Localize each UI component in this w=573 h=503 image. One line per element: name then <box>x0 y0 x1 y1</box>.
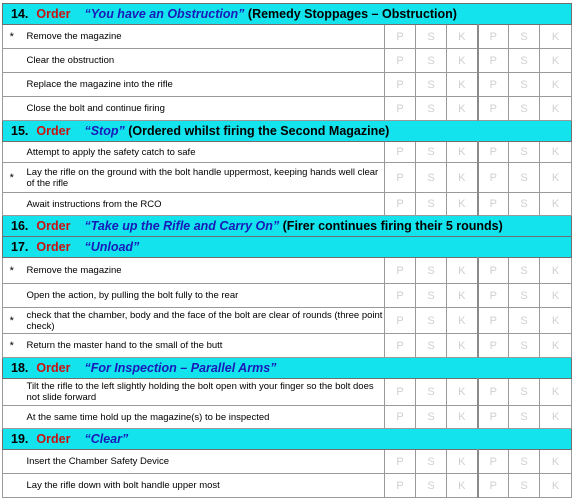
step-row <box>3 474 572 498</box>
grade-box-p-2[interactable]: P <box>478 474 509 498</box>
step-text: check that the chamber, body and the face of the bolt are clear of rounds (three point check) <box>25 308 385 334</box>
step-marker <box>3 193 25 216</box>
order-number: 19. <box>11 432 29 446</box>
grade-box-k-2[interactable]: K <box>540 308 572 334</box>
order-command: “You have an Obstruction” <box>84 7 245 21</box>
grade-box-p-1[interactable]: P <box>385 284 416 308</box>
grade-box-s-1[interactable]: S <box>416 406 447 429</box>
grade-box-s-1[interactable]: S <box>416 73 447 97</box>
grade-box-k-2[interactable]: K <box>540 142 572 163</box>
step-marker <box>3 73 25 97</box>
step-marker: * <box>3 308 25 334</box>
grade-box-p-1[interactable]: P <box>385 49 416 73</box>
order-label: Order <box>36 219 71 233</box>
grade-box-k-1[interactable]: K <box>447 406 478 429</box>
grade-box-k-1[interactable]: K <box>447 334 478 358</box>
grade-box-k-2[interactable]: K <box>540 193 572 216</box>
grade-box-k-1[interactable]: K <box>447 142 478 163</box>
grade-box-s-2[interactable]: S <box>509 406 540 429</box>
grade-box-k-2[interactable]: K <box>540 334 572 358</box>
grade-box-k-1[interactable]: K <box>447 73 478 97</box>
grade-box-s-1[interactable]: S <box>416 258 447 284</box>
grade-box-k-1[interactable]: K <box>447 308 478 334</box>
order-number: 14. <box>11 7 29 21</box>
grade-box-k-1[interactable]: K <box>447 49 478 73</box>
step-text: Lay the rifle down with bolt handle upper most <box>25 474 385 498</box>
drill-checklist-table <box>2 3 572 498</box>
grade-box-p-2[interactable]: P <box>478 284 509 308</box>
grade-box-s-1[interactable]: S <box>416 163 447 193</box>
grade-box-k-2[interactable]: K <box>540 406 572 429</box>
grade-box-k-2[interactable]: K <box>540 474 572 498</box>
grade-box-k-2[interactable]: K <box>540 73 572 97</box>
grade-box-s-2[interactable]: S <box>509 193 540 216</box>
grade-box-s-1[interactable]: S <box>416 49 447 73</box>
order-command: “Clear” <box>84 432 129 446</box>
order-header-cell <box>3 237 572 258</box>
grade-box-s-1[interactable]: S <box>416 97 447 121</box>
grade-box-k-2[interactable]: K <box>540 284 572 308</box>
step-row <box>3 163 572 193</box>
grade-box-s-2[interactable]: S <box>509 163 540 193</box>
order-header-cell <box>3 4 572 25</box>
grade-box-p-2[interactable]: P <box>478 406 509 429</box>
grade-box-s-2[interactable]: S <box>509 474 540 498</box>
step-marker <box>3 284 25 308</box>
grade-box-p-2[interactable]: P <box>478 49 509 73</box>
order-command: “For Inspection – Parallel Arms” <box>84 361 277 375</box>
grade-box-k-1[interactable]: K <box>447 379 478 406</box>
grade-box-s-2[interactable]: S <box>509 450 540 474</box>
grade-box-s-2[interactable]: S <box>509 25 540 49</box>
grade-box-s-1[interactable]: S <box>416 474 447 498</box>
step-row <box>3 73 572 97</box>
grade-box-s-1[interactable]: S <box>416 308 447 334</box>
step-row <box>3 406 572 429</box>
order-header-row <box>3 121 572 142</box>
step-marker <box>3 49 25 73</box>
step-marker: * <box>3 25 25 49</box>
step-text: Insert the Chamber Safety Device <box>25 450 385 474</box>
order-header-row <box>3 4 572 25</box>
grade-box-s-2[interactable]: S <box>509 49 540 73</box>
grade-box-p-1[interactable]: P <box>385 193 416 216</box>
order-label: Order <box>36 240 71 254</box>
step-row <box>3 450 572 474</box>
grade-box-k-1[interactable]: K <box>447 25 478 49</box>
order-number: 18. <box>11 361 29 375</box>
order-note: (Ordered whilst firing the Second Magazine) <box>128 124 390 138</box>
grade-box-p-2[interactable]: P <box>478 163 509 193</box>
step-text: Clear the obstruction <box>25 49 385 73</box>
grade-box-k-1[interactable]: K <box>447 97 478 121</box>
grade-box-k-1[interactable]: K <box>447 474 478 498</box>
step-marker <box>3 406 25 429</box>
grade-box-s-2[interactable]: S <box>509 97 540 121</box>
grade-box-p-2[interactable]: P <box>478 450 509 474</box>
grade-box-p-1[interactable]: P <box>385 379 416 406</box>
order-header-row <box>3 429 572 450</box>
order-number: 16. <box>11 219 29 233</box>
order-header-cell <box>3 429 572 450</box>
grade-box-k-2[interactable]: K <box>540 25 572 49</box>
grade-box-p-2[interactable]: P <box>478 97 509 121</box>
step-text: At the same time hold up the magazine(s) to be inspected <box>25 406 385 429</box>
order-label: Order <box>36 432 71 446</box>
order-label: Order <box>36 7 71 21</box>
step-row <box>3 308 572 334</box>
step-marker: * <box>3 334 25 358</box>
order-header-row <box>3 358 572 379</box>
step-marker <box>3 450 25 474</box>
grade-box-p-1[interactable]: P <box>385 97 416 121</box>
grade-box-p-2[interactable]: P <box>478 142 509 163</box>
step-marker: * <box>3 163 25 193</box>
grade-box-s-1[interactable]: S <box>416 142 447 163</box>
step-row <box>3 25 572 49</box>
order-note: (Remedy Stoppages – Obstruction) <box>247 7 457 21</box>
step-row <box>3 97 572 121</box>
order-label: Order <box>36 361 71 375</box>
step-text: Await instructions from the RCO <box>25 193 385 216</box>
grade-box-s-1[interactable]: S <box>416 25 447 49</box>
step-row <box>3 142 572 163</box>
grade-box-p-1[interactable]: P <box>385 25 416 49</box>
grade-box-s-1[interactable]: S <box>416 450 447 474</box>
grade-box-p-1[interactable]: P <box>385 142 416 163</box>
grade-box-k-2[interactable]: K <box>540 258 572 284</box>
step-text: Close the bolt and continue firing <box>25 97 385 121</box>
grade-box-p-2[interactable]: P <box>478 379 509 406</box>
step-row <box>3 49 572 73</box>
step-marker <box>3 474 25 498</box>
step-row <box>3 379 572 406</box>
step-text: Remove the magazine <box>25 258 385 284</box>
step-row <box>3 334 572 358</box>
grade-box-p-2[interactable]: P <box>478 25 509 49</box>
grade-box-k-1[interactable]: K <box>447 193 478 216</box>
grade-box-p-2[interactable]: P <box>478 308 509 334</box>
step-text: Remove the magazine <box>25 25 385 49</box>
grade-box-p-2[interactable]: P <box>478 73 509 97</box>
step-row <box>3 258 572 284</box>
grade-box-p-2[interactable]: P <box>478 193 509 216</box>
grade-box-k-1[interactable]: K <box>447 450 478 474</box>
grade-box-s-2[interactable]: S <box>509 334 540 358</box>
step-text: Return the master hand to the small of the butt <box>25 334 385 358</box>
grade-box-s-2[interactable]: S <box>509 284 540 308</box>
grade-box-s-1[interactable]: S <box>416 284 447 308</box>
grade-box-p-1[interactable]: P <box>385 406 416 429</box>
step-row <box>3 284 572 308</box>
grade-box-k-2[interactable]: K <box>540 49 572 73</box>
grade-box-p-1[interactable]: P <box>385 450 416 474</box>
grade-box-s-1[interactable]: S <box>416 379 447 406</box>
grade-box-s-2[interactable]: S <box>509 379 540 406</box>
grade-box-s-2[interactable]: S <box>509 142 540 163</box>
order-header-row <box>3 237 572 258</box>
order-header-cell <box>3 216 572 237</box>
grade-box-k-2[interactable]: K <box>540 450 572 474</box>
grade-box-k-1[interactable]: K <box>447 284 478 308</box>
order-number: 15. <box>11 124 29 138</box>
step-text: Replace the magazine into the rifle <box>25 73 385 97</box>
grade-box-p-1[interactable]: P <box>385 308 416 334</box>
step-row <box>3 193 572 216</box>
order-header-row <box>3 216 572 237</box>
grade-box-k-1[interactable]: K <box>447 163 478 193</box>
grade-box-p-2[interactable]: P <box>478 258 509 284</box>
order-label: Order <box>36 124 71 138</box>
step-text: Open the action, by pulling the bolt fully to the rear <box>25 284 385 308</box>
order-number: 17. <box>11 240 29 254</box>
grade-box-s-2[interactable]: S <box>509 73 540 97</box>
order-command: “Take up the Rifle and Carry On” <box>84 219 280 233</box>
grade-box-p-2[interactable]: P <box>478 334 509 358</box>
grade-box-k-1[interactable]: K <box>447 258 478 284</box>
step-text: Tilt the rifle to the left slightly holding the bolt open with your finger so the bolt does not slide forward <box>25 379 385 406</box>
step-marker <box>3 142 25 163</box>
grade-box-s-1[interactable]: S <box>416 334 447 358</box>
grade-box-s-2[interactable]: S <box>509 308 540 334</box>
grade-box-s-1[interactable]: S <box>416 193 447 216</box>
order-header-cell <box>3 358 572 379</box>
step-text: Attempt to apply the safety catch to safe <box>25 142 385 163</box>
grade-box-p-1[interactable]: P <box>385 474 416 498</box>
grade-box-k-2[interactable]: K <box>540 379 572 406</box>
grade-box-s-2[interactable]: S <box>509 258 540 284</box>
grade-box-p-1[interactable]: P <box>385 334 416 358</box>
step-text: Lay the rifle on the ground with the bolt handle uppermost, keeping hands well clear of the rifle <box>25 163 385 193</box>
step-marker <box>3 97 25 121</box>
grade-box-p-1[interactable]: P <box>385 258 416 284</box>
grade-box-k-2[interactable]: K <box>540 163 572 193</box>
order-command: “Unload” <box>84 240 140 254</box>
grade-box-k-2[interactable]: K <box>540 97 572 121</box>
grade-box-p-1[interactable]: P <box>385 73 416 97</box>
order-header-cell <box>3 121 572 142</box>
order-note: (Firer continues firing their 5 rounds) <box>282 219 503 233</box>
step-marker: * <box>3 258 25 284</box>
grade-box-p-1[interactable]: P <box>385 163 416 193</box>
step-marker <box>3 379 25 406</box>
order-command: “Stop” <box>84 124 125 138</box>
